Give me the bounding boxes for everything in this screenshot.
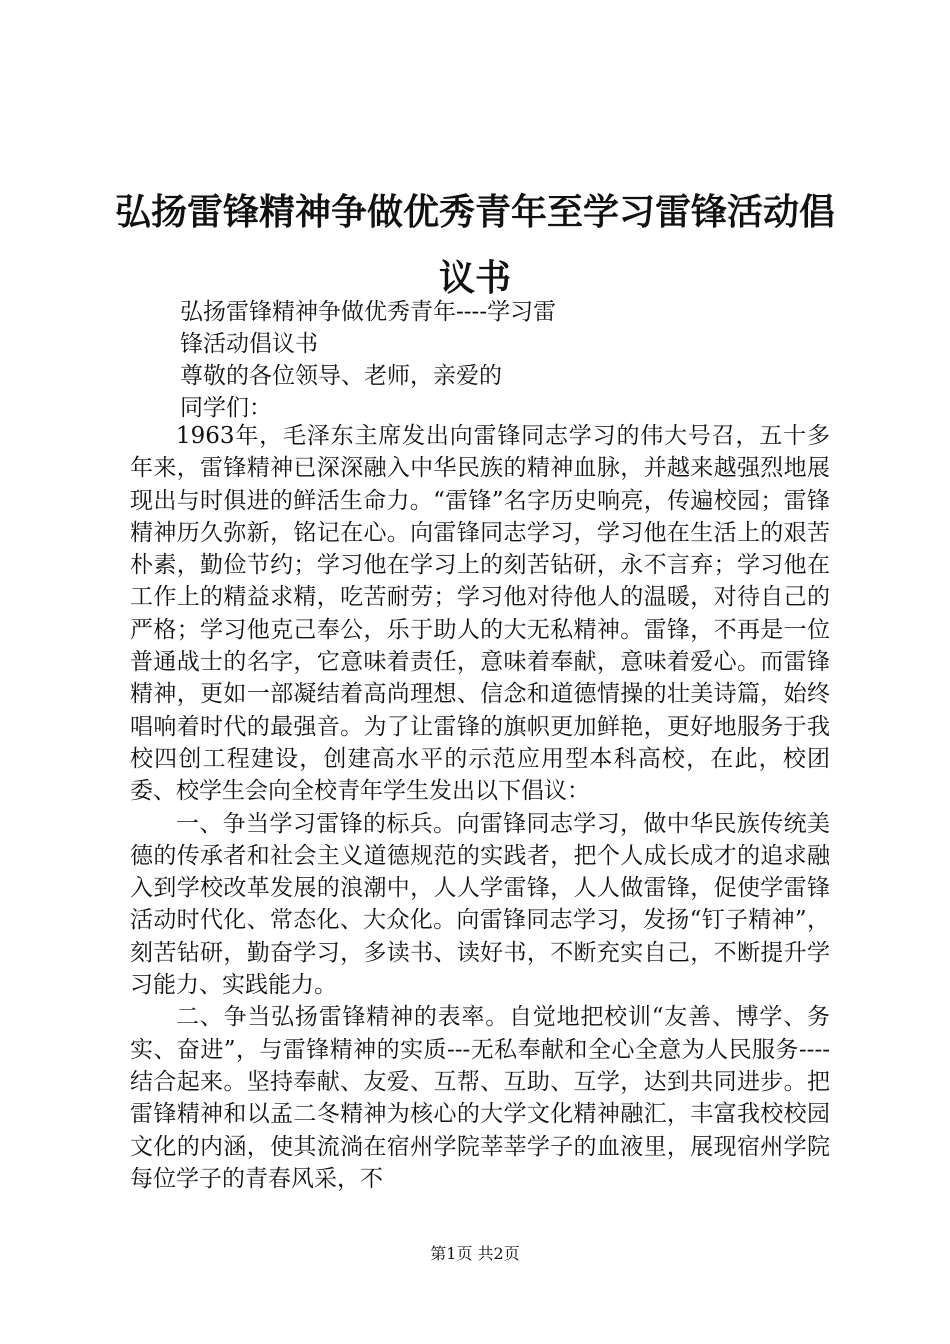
body-paragraph: 二、争当弘扬雷锋精神的表率。自觉地把校训“友善、博学、务实、奋进”，与雷锋精神的实质---无私奉献和全心全意为人民服务----结合起来。坚持奉献、友爱、互帮、互助、互学，达到共同进步。把雷锋精神和以孟二冬精神为核心的大学文化精神融汇，丰富我校校园文化的内涵，使其流淌在宿州学院莘莘学子的血液里，展现宿州学院每位学子的青春风采，不 (130, 1004, 830, 1192)
salutation-line: 尊敬的各位领导、老师，亲爱的 (180, 363, 502, 389)
document-body (130, 420, 830, 1200)
document-title: 弘扬雷锋精神争做优秀青年至学习雷锋活动倡议书 (114, 192, 835, 299)
salutation-line: 同学们： (180, 395, 272, 421)
page-footer: 第1页 共2页 (430, 1244, 520, 1263)
body-paragraph: 一、争当学习雷锋的标兵。向雷锋同志学习，做中华民族传统美德的传承者和社会主义道德规范的实践者，把个人成长成才的追求融入到学校改革发展的浪潮中，人人学雷锋，人人做雷锋，促使学雷锋活动时代化、常态化、大众化。向雷锋同志学习，发扬“钉子精神”，刻苦钻研，勤奋学习，多读书、读好书，不断充实自己，不断提升学习能力、实践能力。 (130, 810, 830, 999)
intro-line: 弘扬雷锋精神争做优秀青年----学习雷 (180, 299, 557, 325)
body-paragraph: 1963年，毛泽东主席发出向雷锋同志学习的伟大号召，五十多年来，雷锋精神已深深融入中华民族的精神血脉，并越来越强烈地展现出与时俱进的鲜活生命力。“雷锋”名字历史响亮，传遍校园；雷锋精神历久弥新，铭记在心。向雷锋同志学习，学习他在生活上的艰苦朴素，勤俭节约；学习他在学习上的刻苦钻研，永不言弃；学习他在工作上的精益求精，吃苦耐劳；学习他对待他人的温暖，对待自己的严格；学习他克己奉公，乐于助人的大无私精神。雷锋，不再是一位普通战士的名字，它意味着责任，意味着奉献，意味着爱心。而雷锋精神，更如一部凝结着高尚理想、信念和道德情操的壮美诗篇，始终唱响着时代的最强音。为了让雷锋的旗帜更加鲜艳，更好地服务于我校四创工程建设，创建高水平的示范应用型本科高校，在此，校团委、校学生会向全校青年学生发出以下倡议： (130, 423, 830, 805)
intro-block (180, 296, 640, 424)
intro-line: 锋活动倡议书 (180, 331, 318, 357)
